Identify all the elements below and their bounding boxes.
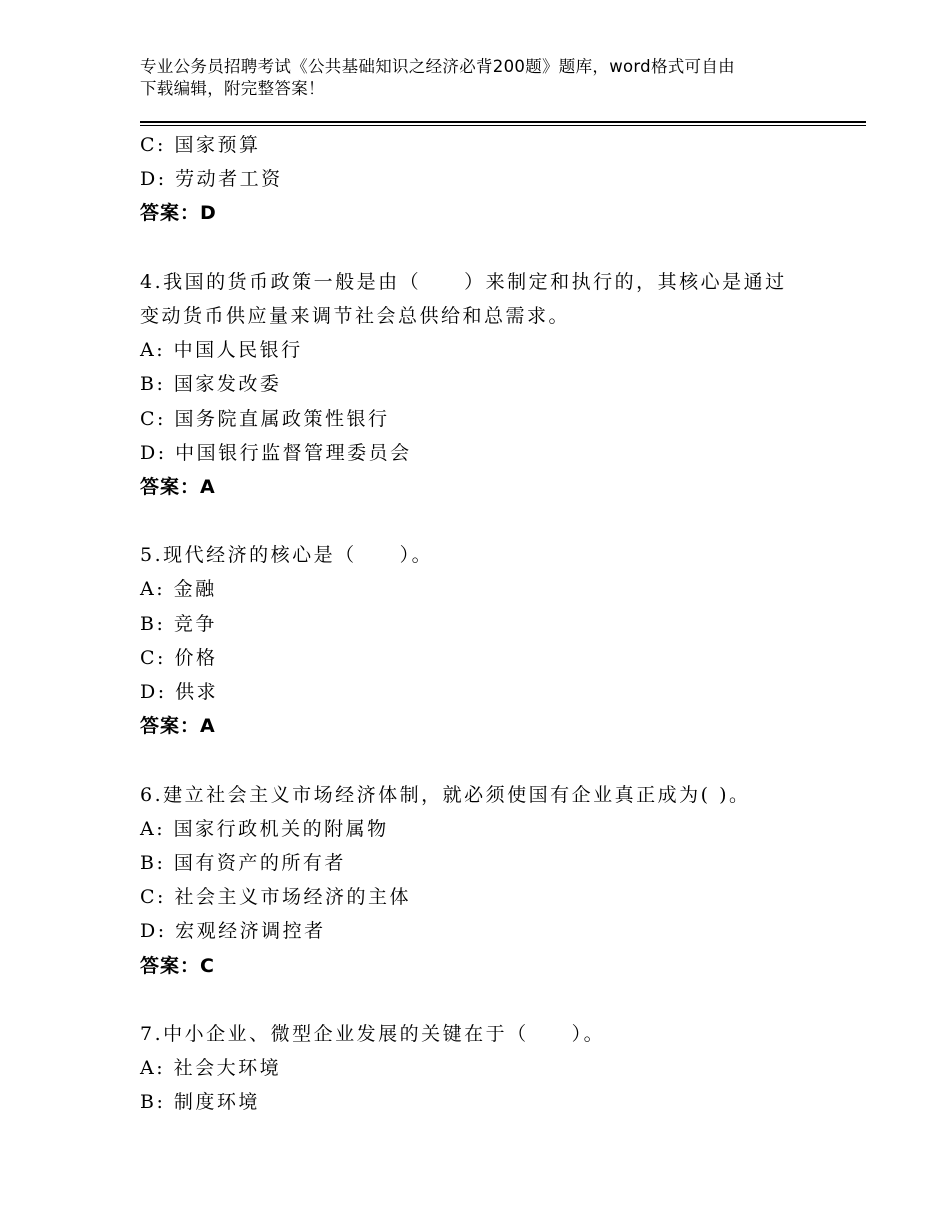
question-6 [140,778,840,983]
answer: 答案：A [140,715,216,738]
answer: 答案：C [140,954,215,977]
question-list [140,128,840,1119]
answer: 答案：A [140,475,216,498]
document-header [140,56,820,100]
spacer [140,231,840,265]
option-d: D: 中国银行监督管理委员会 [140,441,412,464]
question-stem: 7.中小企业、微型企业发展的关键在于（ ）。 [140,1022,606,1045]
option-d: D: 宏观经济调控者 [140,920,326,943]
header-divider-thin [140,125,866,126]
header-divider-thick [140,121,866,123]
option-a: A: 中国人民银行 [140,339,303,362]
option-a: A: 金融 [140,578,217,601]
question-stem: 4.我国的货币政策一般是由（ ）来制定和执行的，其核心是通过 [140,270,787,293]
option-c: C: 国家预算 [140,134,261,156]
option-b: B: 国家发改委 [140,373,282,396]
answer: 答案：D [140,202,217,225]
option-d: D: 供求 [140,681,219,703]
header-line-2: 下载编辑，附完整答案！ [140,79,325,98]
option-b: B: 竞争 [140,612,217,635]
question-7 [140,1017,840,1120]
option-b: B: 制度环境 [140,1091,260,1114]
question-5 [140,538,840,743]
option-c: C: 社会主义市场经济的主体 [140,886,411,909]
spacer [140,983,840,1017]
option-c: C: 价格 [140,646,218,669]
option-a: A: 社会大环境 [140,1057,282,1080]
option-c: C: 国务院直属政策性银行 [140,407,390,430]
question-stem-continued: 变动货币供应量来调节社会总供给和总需求。 [140,304,571,327]
question-stem: 6.建立社会主义市场经济体制，就必须使国有企业真正成为( )。 [140,783,751,806]
header-line-1: 专业公务员招聘考试《公共基础知识之经济必背200题》题库，word格式可自由 [140,57,735,76]
spacer [140,504,840,538]
option-d: D: 劳动者工资 [140,168,283,191]
option-a: A: 国家行政机关的附属物 [140,817,389,840]
option-b: B: 国有资产的所有者 [140,851,346,874]
spacer [140,743,840,777]
question-4 [140,265,840,504]
question-stem: 5.现代经济的核心是（ ）。 [140,544,434,567]
